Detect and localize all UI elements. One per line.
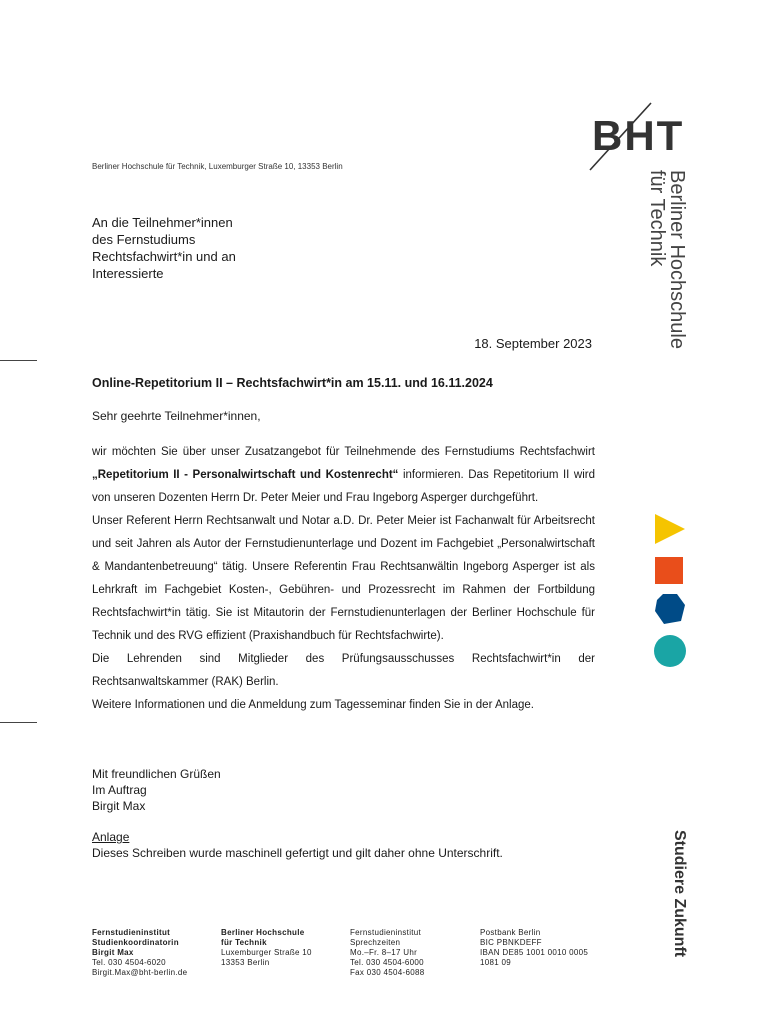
- seminar-title: „Repetitorium II - Personalwirtschaft und Kostenrecht“: [92, 469, 399, 481]
- recipient-block: [92, 214, 236, 282]
- teal-circle-icon: [652, 633, 688, 669]
- salutation: Sehr geehrte Teilnehmer*innen,: [92, 409, 261, 423]
- footer-line: Berliner Hochschule: [221, 928, 305, 937]
- body-paragraph-2: Unser Referent Herrn Rechtsanwalt und Notar a.D. Dr. Peter Meier ist Fachanwalt für Arbeitsrecht und seit Jahren als Autor der Fernstudienunterlage und Dozent im Fachgebiet „Personalwirtschaft & Mandantenbetreuung“ tätig. Unsere Referentin Frau Rechtsanwältin Ingeborg Asperger ist als Lehrkraft im Fachgebiet Kosten-, Gebühren- und Prozessrecht im Rahmen der Fortbildung Rechtsfachwirt*in tätig. Sie ist Mitautorin der Fernstudienunterlagen der Berliner Hochschule für Technik und des RVG effizient (Praxishandbuch für Rechtsfachwirte).: [92, 515, 595, 642]
- footer-line: Birgit Max: [92, 948, 134, 957]
- footer-line: Tel. 030 4504-6020: [92, 958, 166, 967]
- letter-date: 18. September 2023: [474, 336, 592, 351]
- footer-line: für Technik: [221, 938, 267, 947]
- logo-name-line-1: Berliner Hochschule: [666, 170, 688, 349]
- footer-line: Fax 030 4504-6088: [350, 968, 425, 977]
- footer-line: Studienkoordinatorin: [92, 938, 179, 947]
- footer-email: Birgit.Max@bht-berlin.de: [92, 968, 188, 977]
- body-paragraph-4: Weitere Informationen und die Anmeldung zum Tagesseminar finden Sie in der Anlage.: [92, 699, 534, 711]
- attachment-label: Anlage: [92, 830, 130, 844]
- sender-address-line: Berliner Hochschule für Technik, Luxemburger Straße 10, 13353 Berlin: [92, 162, 343, 171]
- footer-contact-column: [92, 928, 187, 978]
- fold-mark-top: [0, 360, 37, 361]
- slogan: Studiere Zukunft: [671, 830, 688, 958]
- logo-institution-name: [647, 170, 687, 350]
- footer-line: 13353 Berlin: [221, 958, 270, 967]
- fold-mark-bottom: [0, 722, 37, 723]
- body-paragraph-1: [92, 441, 595, 510]
- logo-name-line-2: für Technik: [646, 170, 668, 267]
- footer-line: Luxemburger Straße 10: [221, 948, 312, 957]
- letter-subject: Online-Repetitorium II – Rechtsfachwirt*in am 15.11. und 16.11.2024: [92, 376, 493, 390]
- footer-address-column: [221, 928, 312, 968]
- body-paragraph-3: Die Lehrenden sind Mitglieder des Prüfungsausschusses Rechtsfachwirt*in der Rechtsanwaltskammer (RAK) Berlin.: [92, 653, 595, 688]
- attachment-note: Dieses Schreiben wurde maschinell gefertigt und gilt daher ohne Unterschrift.: [92, 846, 503, 860]
- recipient-line: Interessierte: [92, 266, 164, 281]
- closing-block: [92, 766, 221, 814]
- footer-bank-column: [480, 928, 588, 968]
- body-p1-text-continued: informieren. Das Repetitorium II wird von unseren Dozenten Herrn Dr. Peter Meier und Frau Ingeborg Asperger durchgeführt.: [92, 469, 595, 504]
- blue-hexagon-icon: [652, 592, 688, 626]
- yellow-triangle-icon: [652, 512, 688, 546]
- recipient-line: An die Teilnehmer*innen: [92, 215, 233, 230]
- signer-name: Birgit Max: [92, 799, 146, 813]
- footer-line: Fernstudieninstitut: [92, 928, 171, 937]
- bht-logo: BHT: [592, 112, 685, 159]
- footer-line: BIC PBNKDEFF: [480, 938, 542, 947]
- footer-line: Tel. 030 4504-6000: [350, 958, 424, 967]
- recipient-line: des Fernstudiums: [92, 232, 196, 247]
- footer-hours-column: [350, 928, 425, 978]
- closing-line: Im Auftrag: [92, 783, 147, 797]
- recipient-line: Rechtsfachwirt*in und an: [92, 249, 236, 264]
- letter-body: [92, 441, 595, 717]
- footer-line: 1081 09: [480, 958, 512, 967]
- body-p1-text: wir möchten Sie über unser Zusatzangebot für Teilnehmende des Fernstudiums Rechtsfachwirt: [92, 446, 595, 458]
- closing-line: Mit freundlichen Grüßen: [92, 767, 221, 781]
- attachment-block: [92, 829, 503, 861]
- footer-line: Postbank Berlin: [480, 928, 541, 937]
- footer-line: IBAN DE85 1001 0010 0005: [480, 948, 589, 957]
- footer-line: Mo.–Fr. 8–17 Uhr: [350, 948, 418, 957]
- footer-line: Sprechzeiten: [350, 938, 401, 947]
- footer-line: Fernstudieninstitut: [350, 928, 422, 937]
- orange-square-icon: [652, 556, 688, 586]
